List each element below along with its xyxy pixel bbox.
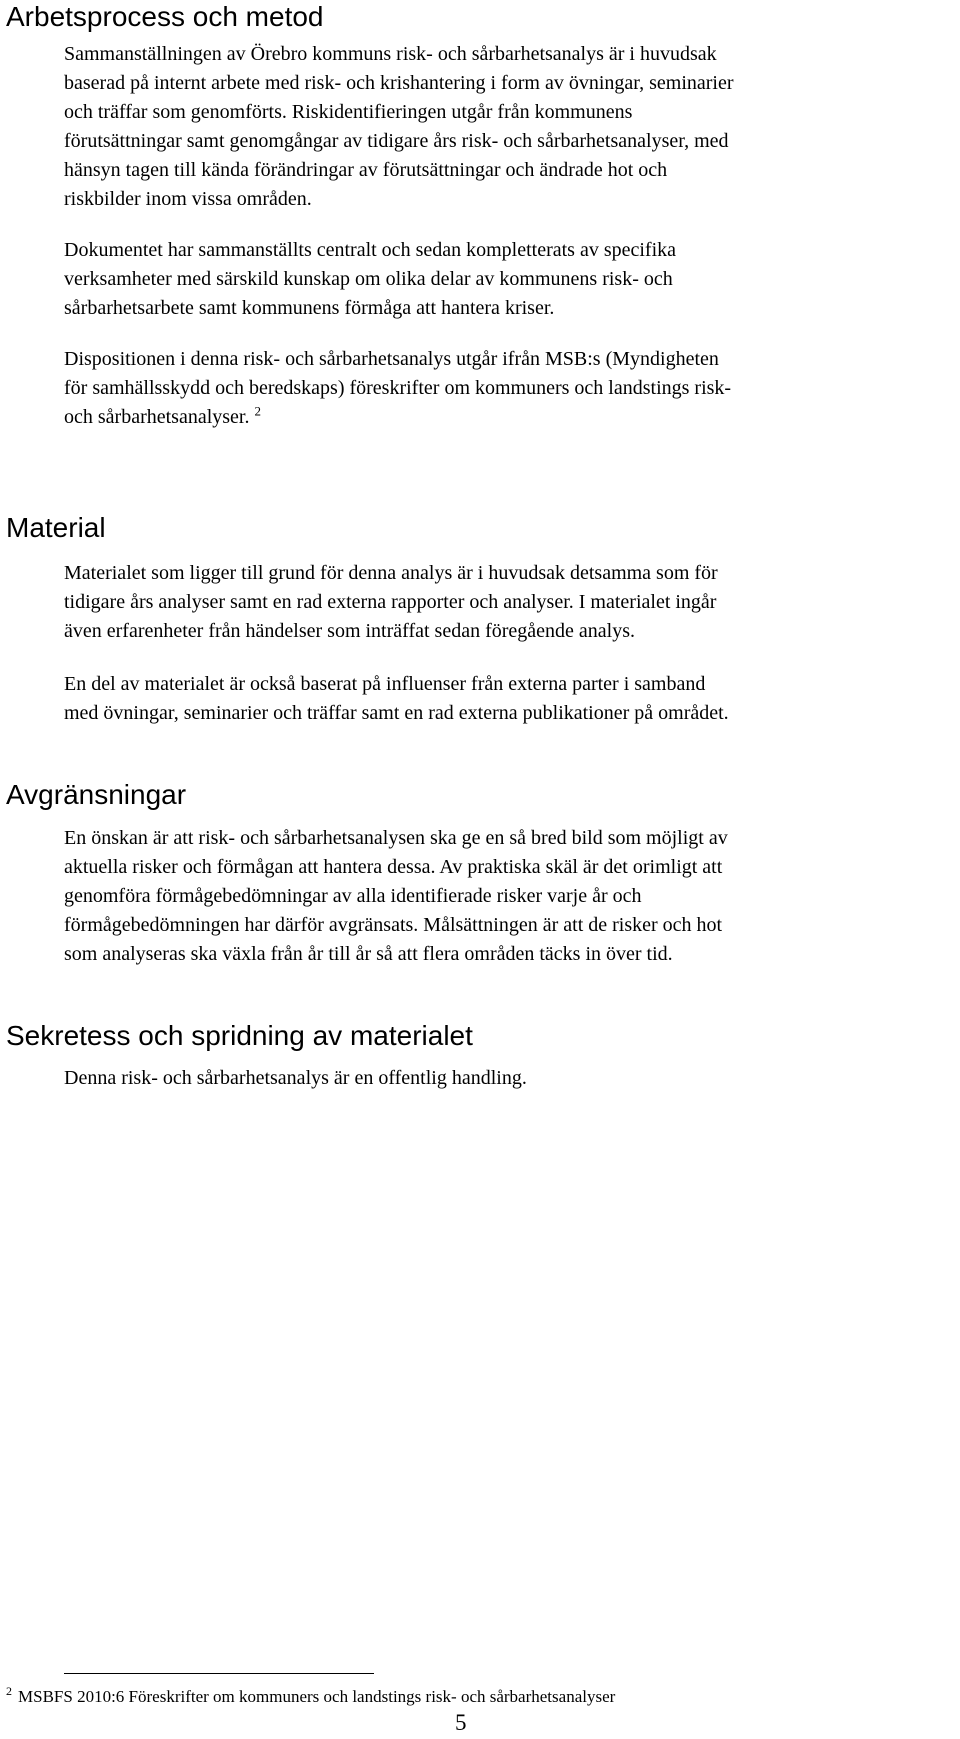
- heading-material: Material: [6, 512, 106, 543]
- paragraph-material-1: Materialet som ligger till grund för denna analys är i huvudsak detsamma som för tidigare års analyser samt en rad externa rapporter och analyser. I materialet ingår även erfarenheter från händelser som inträffat sedan föregående analys.: [64, 562, 718, 642]
- paragraph-arbetsprocess-3-text: Dispositionen i denna risk- och sårbarhetsanalys utgår ifrån MSB:s (Myndigheten för samhällsskydd och beredskaps) föreskrifter om kommuners och landstings risk- och sårbarhetsanalyser.: [64, 348, 732, 428]
- page-number: 5: [455, 1710, 467, 1735]
- footnote-number: 2: [6, 1684, 12, 1699]
- paragraph-arbetsprocess-2: Dokumentet har sammanställts centralt och sedan kompletterats av specifika verksamheter med särskild kunskap om olika delar av kommunens risk- och sårbarhetsarbete samt kommunens förmåga att hantera kriser.: [64, 239, 677, 319]
- paragraph-avgransningar-1: En önskan är att risk- och sårbarhetsanalysen ska ge en så bred bild som möjligt av aktuella risker och förmågan att hantera dessa. Av praktiska skäl är det orimligt att genomföra förmågebedömningar av alla identifierade risker varje år och förmågebedömningen har därför avgränsats. Målsättningen är att de risker och hot som analyseras ska växla från år till år så att flera områden täcks in över tid.: [64, 827, 728, 965]
- heading-arbetsprocess: Arbetsprocess och metod: [6, 1, 324, 32]
- paragraph-material-2: En del av materialet är också baserat på influenser från externa parter i samband med övningar, seminarier och träffar samt en rad externa publikationer på området.: [64, 673, 729, 724]
- paragraph-arbetsprocess-1: Sammanställningen av Örebro kommuns risk- och sårbarhetsanalys är i huvudsak baserad på internt arbete med risk- och krishantering i form av övningar, seminarier och träffar som genomförts. Riskidentifieringen utgår från kommunens förutsättningar samt genomgångar av tidigare års risk- och sårbarhetsanalyser, med hänsyn tagen till kända förändringar av förutsättningar och ändrade hot och riskbilder inom vissa områden.: [64, 43, 734, 210]
- footnote: [6, 1686, 615, 1708]
- footnote-divider: [64, 1673, 374, 1674]
- paragraph-arbetsprocess-3: [64, 345, 944, 432]
- footnote-reference: 2: [254, 403, 261, 419]
- heading-sekretess: Sekretess och spridning av materialet: [6, 1020, 473, 1051]
- heading-avgransningar: Avgränsningar: [6, 779, 187, 810]
- paragraph-sekretess-1: Denna risk- och sårbarhetsanalys är en offentlig handling.: [64, 1067, 527, 1089]
- footnote-text: MSBFS 2010:6 Föreskrifter om kommuners och landstings risk- och sårbarhetsanalyser: [18, 1687, 616, 1706]
